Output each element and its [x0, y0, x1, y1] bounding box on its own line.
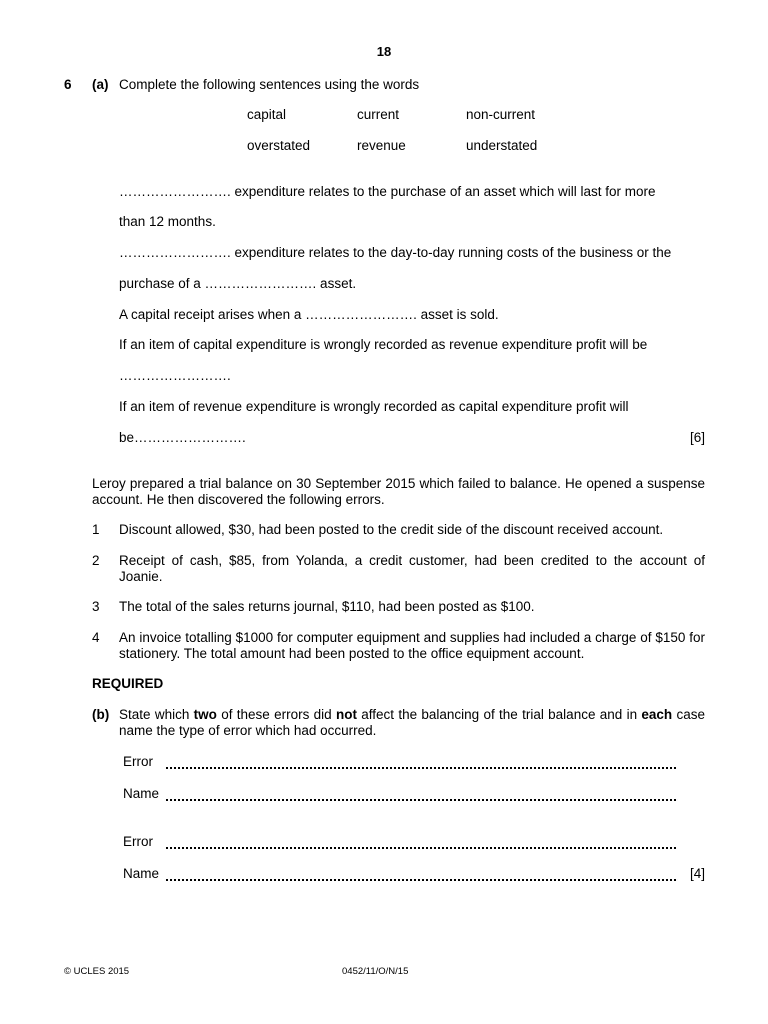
part-b-emphasis: each	[641, 707, 673, 722]
part-b-text: affect the balancing of the trial balance and in	[356, 707, 642, 722]
part-b-emphasis: two	[193, 707, 217, 722]
word-bank-item: revenue	[357, 138, 406, 153]
error-answer-line[interactable]	[166, 847, 676, 849]
word-bank-item: understated	[466, 138, 538, 153]
required-heading: REQUIRED	[92, 676, 164, 691]
sentence-line: If an item of revenue expenditure is wrongly recorded as capital expenditure profit will	[119, 399, 629, 414]
part-b-text: case name the type of error which had occurred.	[119, 707, 705, 738]
name-field-label: Name	[123, 866, 160, 881]
error-field-label: Error	[123, 754, 153, 769]
error-number: 4	[92, 630, 100, 645]
footer-paper-code: 0452/11/O/N/15	[342, 966, 409, 977]
word-bank-item: overstated	[247, 138, 311, 153]
part-b-instruction	[119, 707, 705, 739]
error-text: Receipt of cash, $85, from Yolanda, a credit customer, had been credited to the account of Joanie.	[119, 553, 705, 584]
question-number: 6	[64, 77, 72, 92]
error-answer-line[interactable]	[166, 767, 676, 769]
name-field-label: Name	[123, 786, 160, 801]
error-number: 2	[92, 553, 100, 568]
part-b-emphasis: not	[335, 707, 357, 722]
part-b-text: State which	[119, 707, 194, 722]
error-field-label: Error	[123, 834, 153, 849]
sentence-line: A capital receipt arises when a ……………………. asset is sold.	[119, 307, 499, 322]
name-answer-line[interactable]	[166, 799, 676, 801]
scenario-text: Leroy prepared a trial balance on 30 September 2015 which failed to balance. He opened a suspense account. He then discovered the following errors.	[92, 476, 705, 507]
error-number: 3	[92, 599, 100, 614]
sentence-line: ……………………. expenditure relates to the day-to-day running costs of the business or the	[119, 245, 672, 260]
error-text: An invoice totalling $1000 for computer equipment and supplies had included a charge of $150 for stationery. The total amount had been posted to the office equipment account.	[119, 630, 705, 661]
error-text: The total of the sales returns journal, $110, had been posted as $100.	[119, 599, 535, 614]
sentence-line: If an item of capital expenditure is wrongly recorded as revenue expenditure profit will be	[119, 337, 648, 352]
sentence-line: be…………………….	[119, 430, 246, 445]
error-number: 1	[92, 522, 100, 537]
part-b-marks: [4]	[689, 866, 705, 881]
name-answer-line[interactable]	[166, 879, 676, 881]
part-a-instruction: Complete the following sentences using the words	[119, 77, 420, 92]
word-bank-item: current	[357, 107, 400, 122]
word-bank-item: non-current	[466, 107, 536, 122]
footer-copyright: © UCLES 2015	[64, 966, 130, 977]
part-a-label: (a)	[92, 77, 109, 92]
error-text: Discount allowed, $30, had been posted to the credit side of the discount received account.	[119, 522, 664, 537]
part-a-marks: [6]	[689, 430, 705, 445]
word-bank-item: capital	[247, 107, 287, 122]
sentence-line: ……………………. expenditure relates to the purchase of an asset which will last for more	[119, 184, 656, 199]
sentence-line: than 12 months.	[119, 214, 216, 229]
sentence-line: purchase of a ……………………. asset.	[119, 276, 357, 291]
part-b-label: (b)	[92, 707, 110, 722]
sentence-line: …………………….	[119, 368, 231, 383]
part-b-text: of these errors did	[216, 707, 336, 722]
page-number: 18	[376, 44, 392, 59]
